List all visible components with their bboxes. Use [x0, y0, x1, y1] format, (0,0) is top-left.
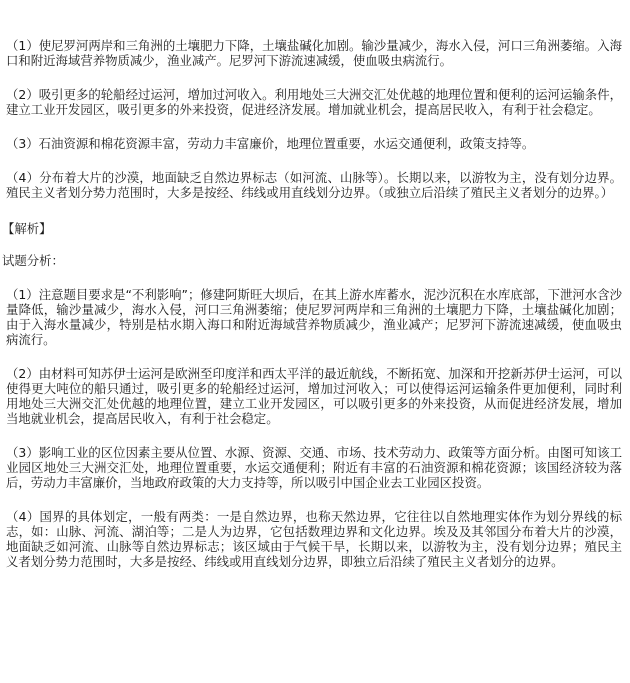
- answer-paragraph-1: （1）使尼罗河两岸和三角洲的土壤肥力下降，土壤盐碱化加剧。输沙量减少，海水入侵，河口三角洲萎缩。入海口和附近海域营养物质减少，渔业减产。尼罗河下游流速减缓，使血吸虫病流行。: [6, 38, 622, 68]
- answer-paragraph-4: （4）分布着大片的沙漠，地面缺乏自然边界标志（如河流、山脉等）。长期以来，以游牧为主，没有划分边界。殖民主义者划分势力范围时，大多是按经、纬线或用直线划分边界。（或独立后沿续了殖民主义者划分的边界。）: [6, 170, 622, 200]
- analysis-paragraph-1: （1）注意题目要求是“不利影响”；修建阿斯旺大坝后，在其上游水库蓄水，泥沙沉积在水库底部，下泄河水含沙量降低，输沙量减少，海水入侵，河口三角洲萎缩；使尼罗河两岸和三角洲的土壤肥力下降，土壤盐碱化加剧；由于入海水量减少，特别是枯水期入海口和附近海域营养物质减少，渔业减产；尼罗河下游流速减缓，使血吸虫病流行。: [6, 287, 622, 347]
- answer-paragraph-3: （3）石油资源和棉花资源丰富，劳动力丰富廉价，地理位置重要，水运交通便利，政策支持等。: [6, 136, 535, 151]
- analysis-paragraph-2: （2）由材料可知苏伊士运河是欧洲至印度洋和西太平洋的最近航线，不断拓宽、加深和开挖新苏伊士运河，可以使得更大吨位的船只通过，吸引更多的轮船经过运河，增加过河收入；可以使得运河运输条件更加便利，同时利用地处三大洲交汇处优越的地理位置，建立工业开发园区，可以吸引更多的外来投资，从而促进经济发展，增加当地就业机会，提高居民收入，有利于社会稳定。: [6, 366, 622, 426]
- analysis-subheading: 试题分析：: [2, 253, 64, 268]
- analysis-paragraph-4: （4）国界的具体划定，一般有两类：一是自然边界，也称天然边界，它往往以自然地理实体作为划分界线的标志，如：山脉、河流、湖泊等；二是人为边界，它包括数理边界和文化边界。埃及及其邻国分布着大片的沙漠，地面缺乏如河流、山脉等自然边界标志；该区域由于气候干旱，长期以来，以游牧为主，没有划分边界；殖民主义者划分势力范围时，大多是按经、纬线或用直线划分边界，即独立后沿续了殖民主义者划分的边界。: [6, 509, 622, 569]
- analysis-heading: 【解析】: [2, 221, 52, 236]
- analysis-paragraph-3: （3）影响工业的区位因素主要从位置、水源、资源、交通、市场、技术劳动力、政策等方面分析。由图可知该工业园区地处三大洲交汇处，地理位置重要，水运交通便利；附近有丰富的石油资源和棉花资源；该国经济较为落后，劳动力丰富廉价，当地政府政策的大力支持等，所以吸引中国企业去工业园区投资。: [6, 445, 622, 490]
- answer-paragraph-2: （2）吸引更多的轮船经过运河，增加过河收入。利用地处三大洲交汇处优越的地理位置和便利的运河运输条件，建立工业开发园区，吸引更多的外来投资，促进经济发展。增加就业机会，提高居民收入，有利于社会稳定。: [6, 87, 622, 117]
